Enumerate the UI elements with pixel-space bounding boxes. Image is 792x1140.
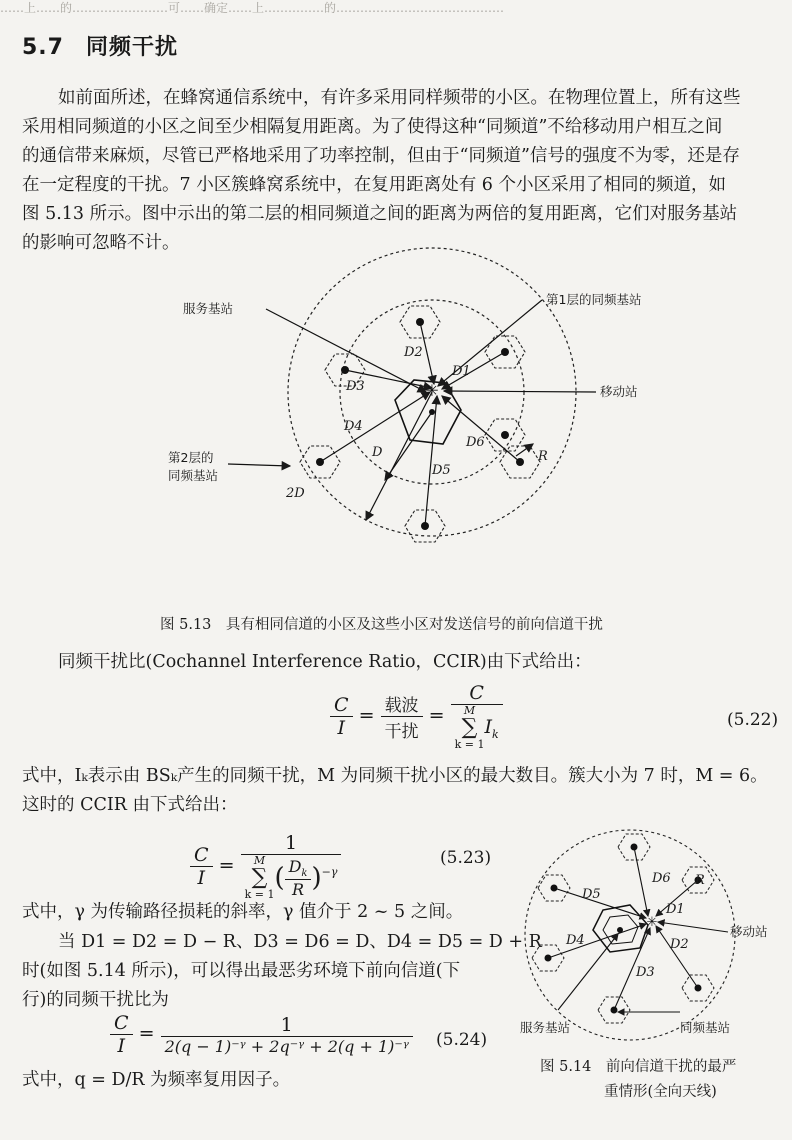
text-line: 图 5.13 所示。图中示出的第二层的相同频道之间的距离为两倍的复用距离，它们对服务基站 (22, 204, 738, 224)
equation-number-5-22: (5.22) (727, 710, 779, 730)
paragraph-worst-case (22, 928, 542, 1015)
eq-numerator: C (330, 694, 353, 717)
label-cochannel: 同频基站 (680, 1020, 731, 1035)
section-title: 同频干扰 (85, 35, 178, 60)
equation-5-24: $\frac{C}{I}$ = $\frac{1}{\text{2(q − 1)⁻ᵞ + 2q⁻ᵞ + 2(q + 1)⁻ᵞ}}$ (110, 1012, 413, 1057)
mobile-pointer (658, 922, 728, 932)
label-tier1: 第1层的同频基站 (546, 292, 642, 307)
label-d3: D3 (636, 965, 655, 980)
eq-numerator: C (110, 1012, 133, 1035)
sum-sub: k (491, 727, 499, 741)
equation-number-5-24: (5.24) (436, 1030, 488, 1050)
sum-term: I (484, 716, 492, 738)
text-line: 时(如图 5.14 所示)，可以得出最恶劣环境下前向信道(下 (22, 961, 461, 981)
text-line: 如前面所述，在蜂窝通信系统中，有许多采用同样频带的小区。在物理位置上，所有这些 (58, 88, 741, 108)
text-line: 在一定程度的干扰。7 小区簇蜂窝系统中，在复用距离处有 6 个小区采用了相同的频道，如 (22, 175, 726, 195)
exponent: −γ (321, 865, 338, 879)
text-line: 的影响可忽略不计。 (22, 233, 180, 253)
label-r: R (538, 449, 548, 464)
figure-5-14-caption-line2: 重情形(全向天线) (604, 1084, 717, 1100)
eq-denominator: 2(q − 1)⁻ᵞ + 2q⁻ᵞ + 2(q + 1)⁻ᵞ (164, 1036, 409, 1056)
sum-lower: k = 1 (244, 888, 275, 901)
label-d4: D4 (566, 933, 585, 948)
figure-5-14 (510, 825, 773, 1050)
section-number: 5.7 (22, 35, 64, 60)
label-mobile: 移动站 (600, 384, 638, 399)
paragraph-gamma (22, 898, 502, 927)
text-line: 式中，Iₖ表示由 BSₖ产生的同频干扰，M 为同频干扰小区的最大数目。簇大小为 7 时，M = 6。 (22, 766, 768, 786)
paragraph-ccir (22, 648, 792, 677)
label-tier2-line1: 第2层的 (168, 450, 214, 465)
interference-path-d5 (425, 396, 437, 526)
mobile-station-star: ✳ (425, 381, 439, 400)
label-r: R (695, 873, 705, 888)
figure-5-13-caption: 图 5.13 具有相同信道的小区及这些小区对发送信号的前向信道干扰 (160, 617, 603, 633)
interference-path-d2 (656, 926, 698, 988)
interference-path-d4 (548, 924, 646, 958)
section-heading (22, 30, 178, 61)
text-line: 采用相同频道的小区之间至少相隔复用距离。为了使得这种“同频道”不给移动用户相互之间 (22, 117, 723, 137)
label-d4: D4 (344, 419, 363, 434)
eq-denominator: I (337, 717, 346, 739)
figure-5-13 (150, 262, 710, 562)
label-d2: D2 (670, 937, 689, 952)
label-d3: D3 (346, 379, 365, 394)
eq-numerator: 1 (241, 832, 342, 855)
label-tier2-line2: 同频基站 (168, 468, 219, 483)
eq-numerator: C (451, 682, 503, 705)
label-d6: D6 (466, 435, 485, 450)
tier2-pointer (228, 464, 290, 466)
interference-path-d6 (442, 396, 520, 462)
text-line: 同频干扰比(Cochannel Interference Ratio，CCIR)由下式给出： (58, 652, 592, 672)
paragraph-ik (22, 762, 792, 820)
label-serving: 服务基站 (183, 301, 234, 316)
text-line: 当 D1 = D2 = D − R、D3 = D6 = D、D4 = D5 = D + R (58, 932, 542, 952)
text-line: 这时的 CCIR 由下式给出： (22, 795, 238, 815)
equation-number-5-23: (5.23) (440, 848, 492, 868)
eq-denominator: I (197, 867, 206, 889)
label-d5: D5 (582, 887, 601, 902)
eq-numerator: C (190, 844, 213, 867)
label-d1: D1 (666, 902, 685, 917)
page-bleed-text: ……上……的……………………可……确定……上……………的…………………………………… (0, 1, 505, 15)
eq-numerator: 载波 (381, 691, 423, 717)
mobile-station-star: ✳ (646, 915, 658, 930)
r: R (292, 880, 305, 900)
equation-5-22: $\frac{C}{I}$ = $\frac{\text{载波}}{\text{干扰}}$ = C M ∑ $k = 1I_k$ (330, 682, 503, 751)
label-d2: D2 (404, 345, 423, 360)
base-station-dot (501, 431, 509, 439)
eq-numerator: 1 (161, 1014, 413, 1037)
dk: D (288, 856, 302, 876)
paragraph-intro (22, 84, 792, 258)
label-2d: 2D (286, 486, 305, 501)
label-d1: D1 (452, 364, 471, 379)
eq-denominator: 干扰 (384, 722, 419, 742)
label-d5: D5 (432, 463, 451, 478)
text-line: 式中，γ 为传输路径损耗的斜率，γ 值介于 2 ~ 5 之间。 (22, 902, 464, 922)
paragraph-q (22, 1066, 502, 1095)
eq-denominator: I (117, 1035, 126, 1057)
label-serving: 服务基站 (520, 1020, 571, 1035)
equation-5-23: $\frac{C}{I}$ = 1 M ∑ k = 1( $\frac{D_k}{R}$ )$^{-\gamma}$ (190, 832, 341, 901)
figure-5-14-caption-line1: 图 5.14 前向信道干扰的最严 (540, 1059, 737, 1075)
sum-lower: k = 1 (454, 738, 485, 751)
label-d: D (372, 445, 383, 460)
interference-path-d6 (634, 847, 648, 916)
label-d6: D6 (652, 871, 671, 886)
outer-circle (525, 830, 735, 1040)
text-line: 的通信带来麻烦，尽管已严格地采用了功率控制，但由于“同频道”信号的强度不为零，还是存 (22, 146, 740, 166)
dk-sub: k (301, 868, 308, 880)
sum-upper: M (463, 704, 476, 717)
mobile-pointer (444, 391, 596, 392)
text-line: 行)的同频干扰比为 (22, 990, 169, 1010)
text-line: 式中，q = D/R 为频率复用因子。 (22, 1070, 291, 1090)
sum-upper: M (253, 854, 266, 867)
label-mobile: 移动站 (730, 924, 768, 939)
